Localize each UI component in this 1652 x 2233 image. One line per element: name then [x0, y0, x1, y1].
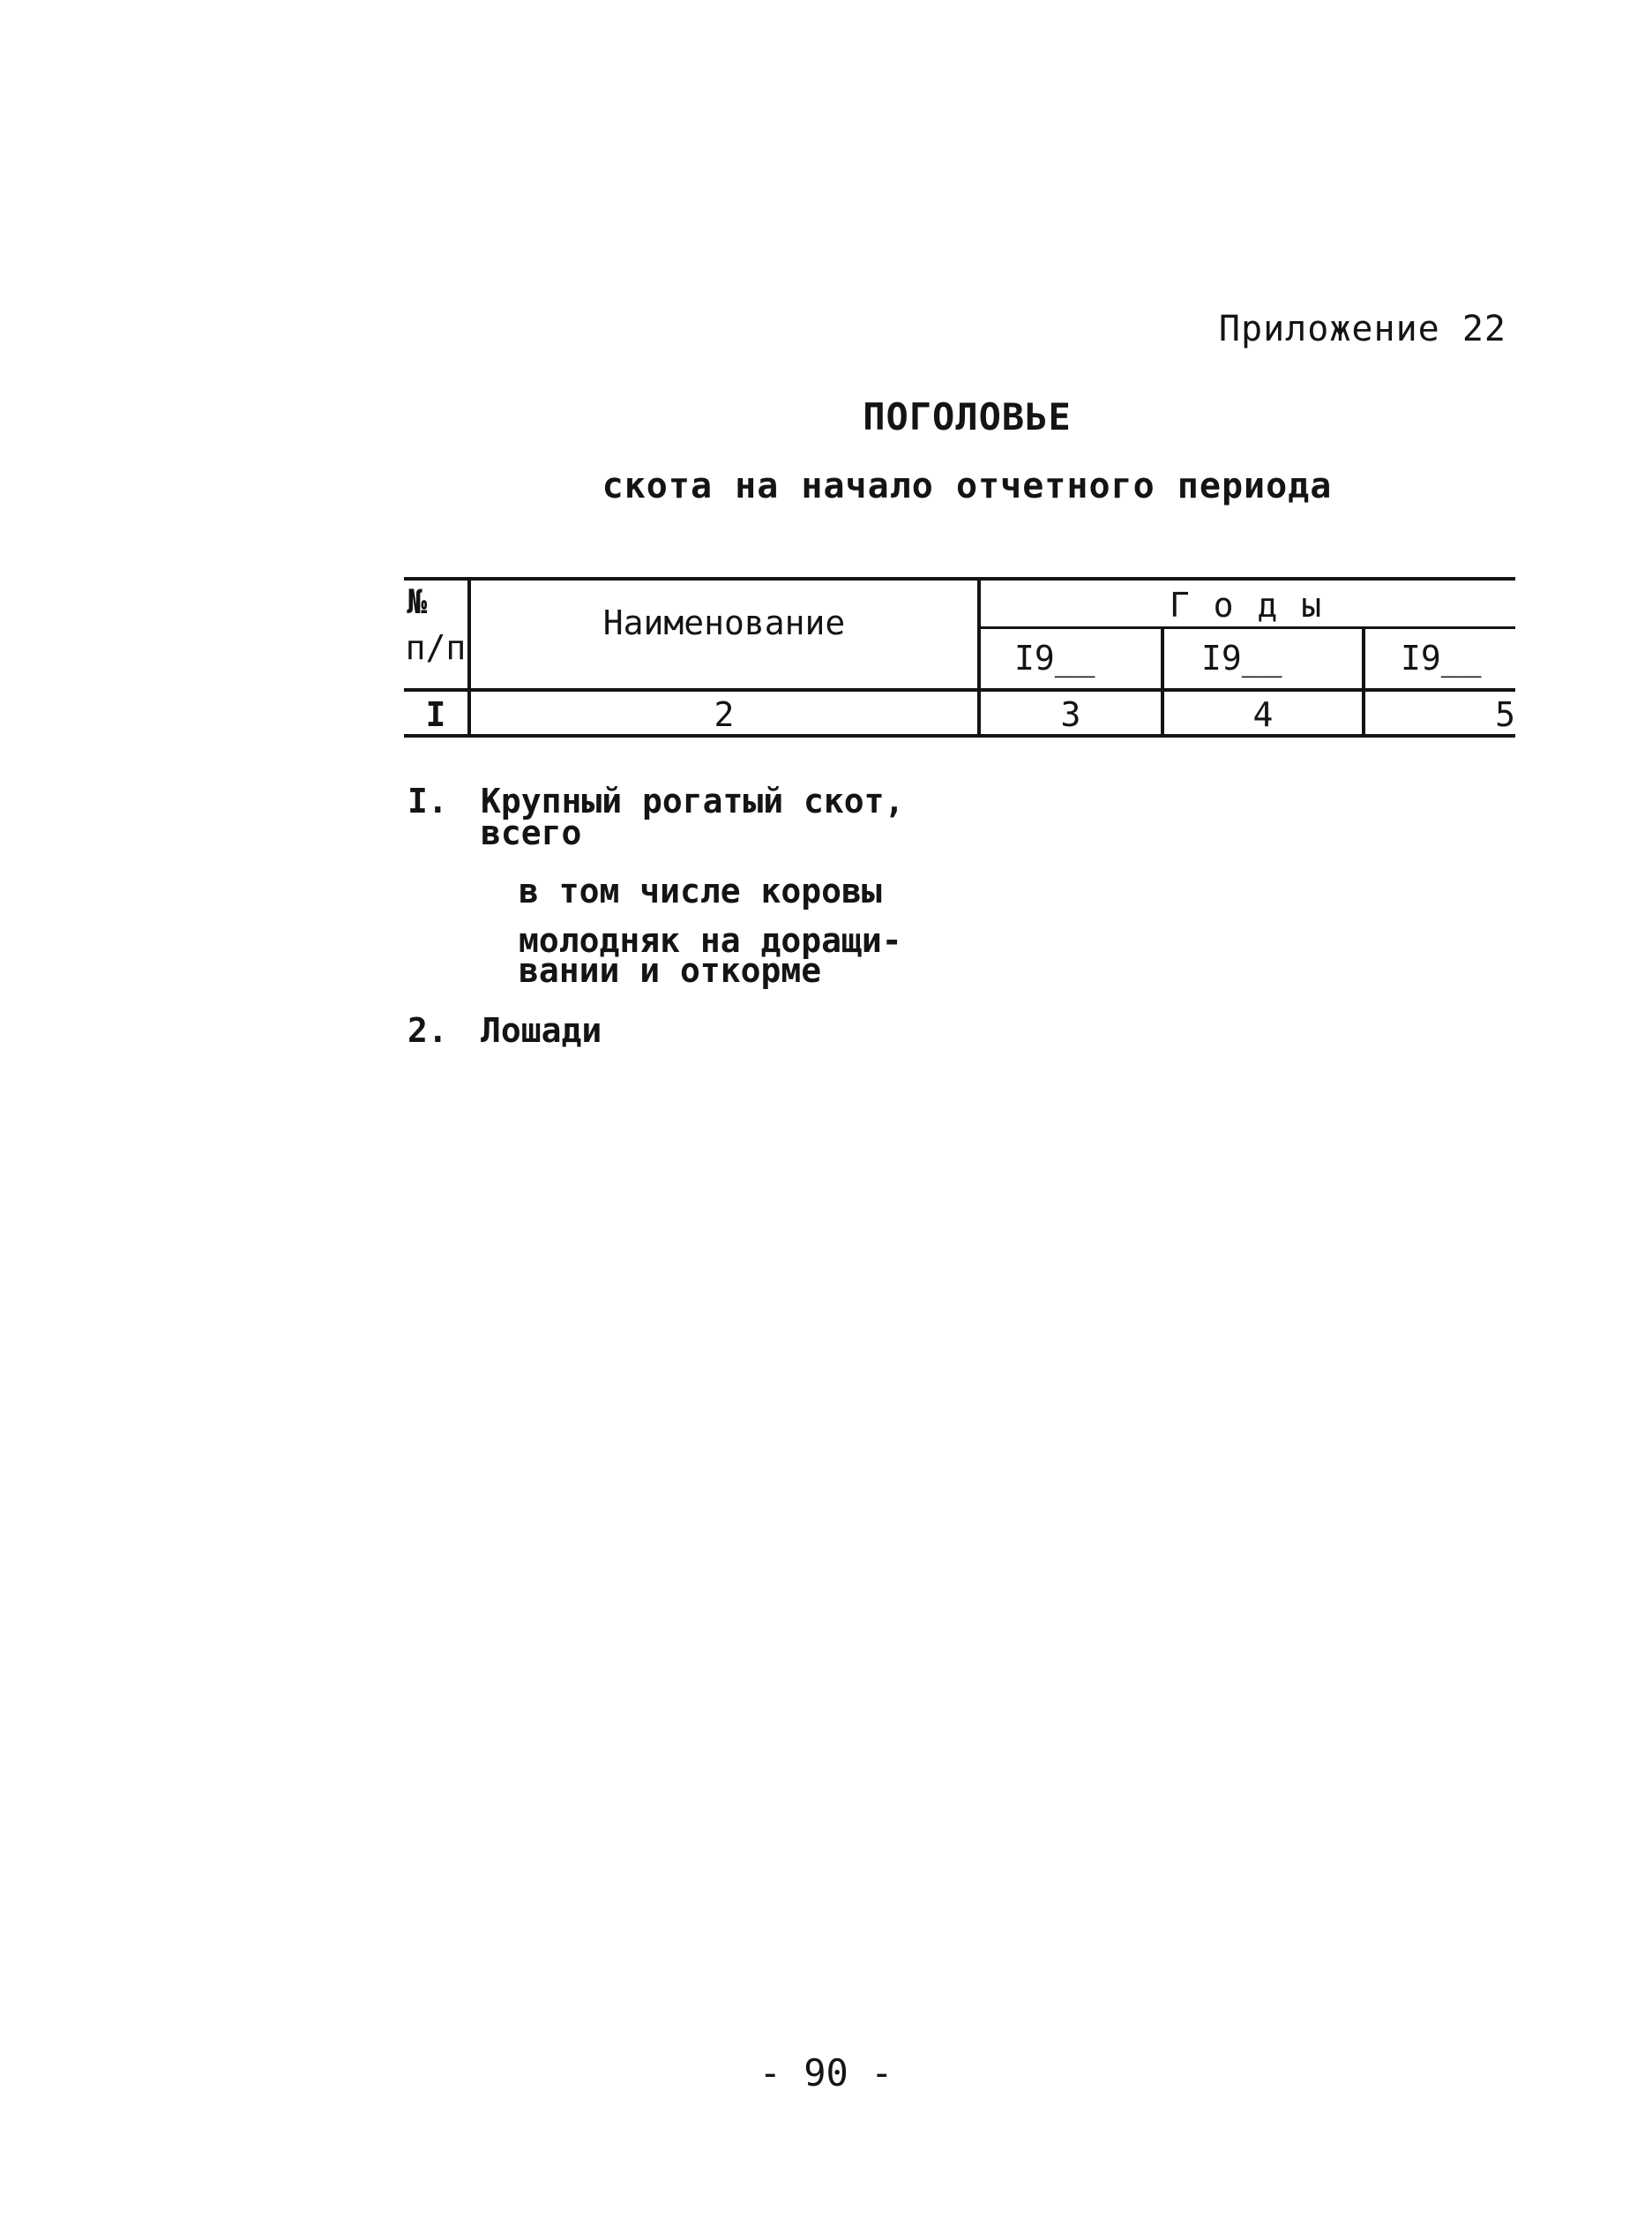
col-number-symbol: № [407, 582, 428, 621]
appendix-label: Приложение 22 [1218, 309, 1506, 349]
document-subtitle: скота на начало отчетного периода [602, 466, 1333, 506]
years-group-rule [977, 626, 1515, 629]
col-name-header: Наименование [602, 603, 846, 642]
row-1b-label-line-2: вании и откорме [519, 951, 822, 990]
index-col-3: 3 [1060, 695, 1081, 734]
row-1-number: I. [407, 782, 448, 821]
row-1-label-line-1: Крупный рогатый скот, [481, 782, 905, 821]
header-table [404, 577, 1515, 736]
document-title: ПОГОЛОВЬЕ [863, 395, 1072, 438]
index-col-5: 5 [1495, 695, 1515, 734]
index-col-1: I [425, 695, 446, 734]
row-2-number: 2. [407, 1011, 448, 1050]
row-1b-label-line-1: молодняк на доращи- [519, 921, 902, 960]
year-col-5: I9__ [1401, 639, 1482, 678]
row-2-label: Лошади [481, 1011, 602, 1050]
index-col-2: 2 [714, 695, 735, 734]
years-group-header: Г о д ы [1169, 586, 1324, 625]
row-1a-label: в том числе коровы [519, 872, 882, 910]
row-1-label-line-2: всего [481, 813, 582, 852]
year-col-3: I9__ [1014, 639, 1095, 678]
table-top-rule [404, 577, 1515, 581]
col-number-label: п/п [405, 628, 467, 667]
table-bottom-rule [404, 734, 1515, 738]
header-bottom-rule [404, 688, 1515, 692]
year-col-4: I9__ [1201, 639, 1282, 678]
page-number: - 90 - [759, 2051, 893, 2094]
index-col-4: 4 [1252, 695, 1274, 734]
